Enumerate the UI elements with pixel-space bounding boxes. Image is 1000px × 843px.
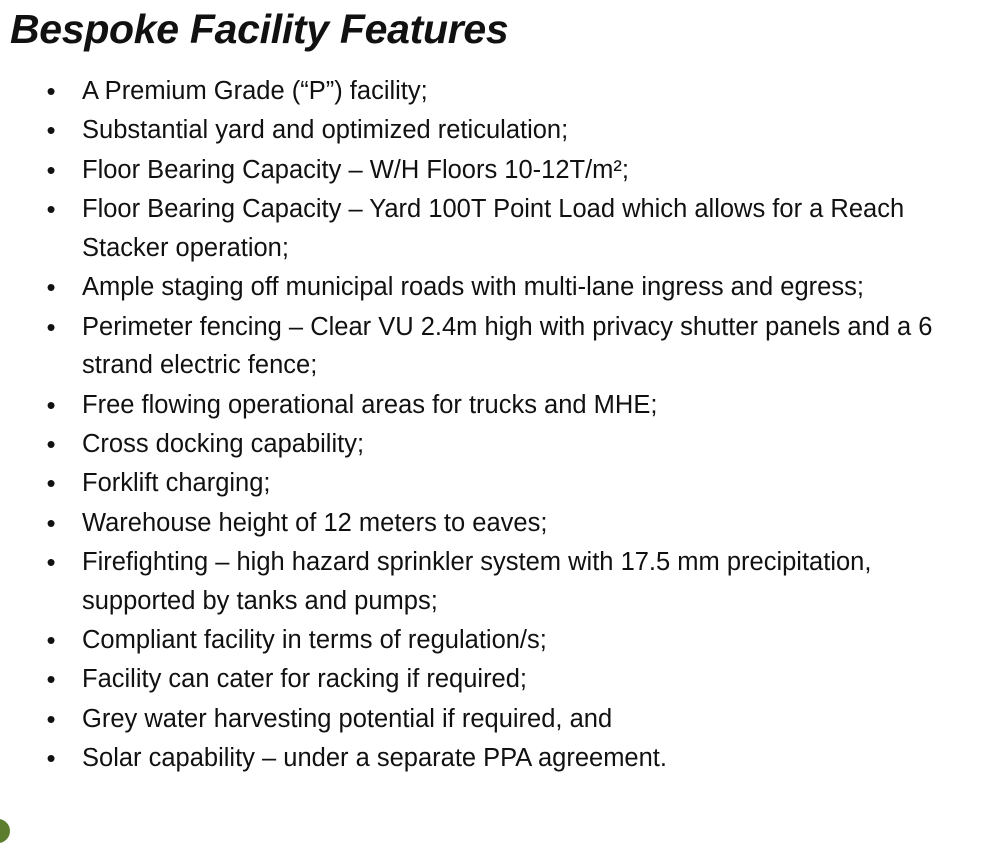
feature-text: Solar capability – under a separate PPA agreement.: [82, 744, 667, 773]
feature-text: Substantial yard and optimized reticulation;: [82, 116, 569, 145]
bullet-icon: •: [46, 468, 56, 499]
feature-text: Firefighting – high hazard sprinkler system with 17.5 mm precipitation, supported by tanks and pumps;: [82, 548, 872, 615]
bullet-icon: •: [46, 311, 56, 342]
bullet-icon: •: [46, 389, 56, 420]
bullet-icon: •: [46, 154, 56, 185]
feature-text: Ample staging off municipal roads with multi-lane ingress and egress;: [82, 273, 864, 302]
bullet-icon: •: [46, 115, 56, 146]
list-item: [0, 543, 990, 620]
bullet-icon: •: [46, 76, 56, 106]
feature-text: Warehouse height of 12 meters to eaves;: [82, 508, 548, 537]
list-item: [0, 660, 990, 699]
feature-text: Cross docking capability;: [82, 429, 365, 458]
feature-text: Floor Bearing Capacity – W/H Floors 10-12T/m²;: [82, 155, 630, 184]
bullet-icon: •: [46, 507, 56, 538]
list-item: [0, 111, 990, 150]
corner-accent-shape: [0, 819, 10, 843]
bullet-icon: •: [46, 625, 56, 656]
list-item: [0, 268, 990, 307]
bullet-icon: •: [46, 194, 56, 225]
feature-text: Compliant facility in terms of regulation/s;: [82, 626, 547, 655]
feature-text: Free flowing operational areas for trucks and MHE;: [82, 390, 658, 419]
list-item: [0, 621, 990, 660]
bullet-icon: •: [46, 547, 56, 578]
feature-text: A Premium Grade (“P”) facility;: [82, 77, 428, 105]
list-item: [0, 386, 990, 425]
feature-list: [0, 72, 990, 779]
bullet-icon: •: [46, 703, 56, 734]
bullet-icon: •: [46, 743, 56, 774]
list-item: [0, 72, 990, 111]
feature-text: Facility can cater for racking if required;: [82, 665, 528, 694]
page-title: Bespoke Facility Features: [10, 6, 509, 52]
list-item: [0, 700, 990, 739]
list-item: [0, 308, 990, 385]
list-item: [0, 151, 990, 190]
list-item: [0, 190, 990, 267]
bullet-icon: •: [46, 664, 56, 695]
bullet-icon: •: [46, 272, 56, 303]
bullet-icon: •: [46, 428, 56, 459]
feature-text: Grey water harvesting potential if required, and: [82, 704, 613, 733]
feature-text: Floor Bearing Capacity – Yard 100T Point Load which allows for a Reach Stacker operation;: [82, 195, 905, 262]
list-item: [0, 425, 990, 464]
feature-text: Perimeter fencing – Clear VU 2.4m high with privacy shutter panels and a 6 strand electric fence;: [82, 312, 933, 380]
list-item: [0, 739, 990, 778]
feature-text: Forklift charging;: [82, 469, 271, 498]
list-item: [0, 504, 990, 543]
list-item: [0, 464, 990, 503]
